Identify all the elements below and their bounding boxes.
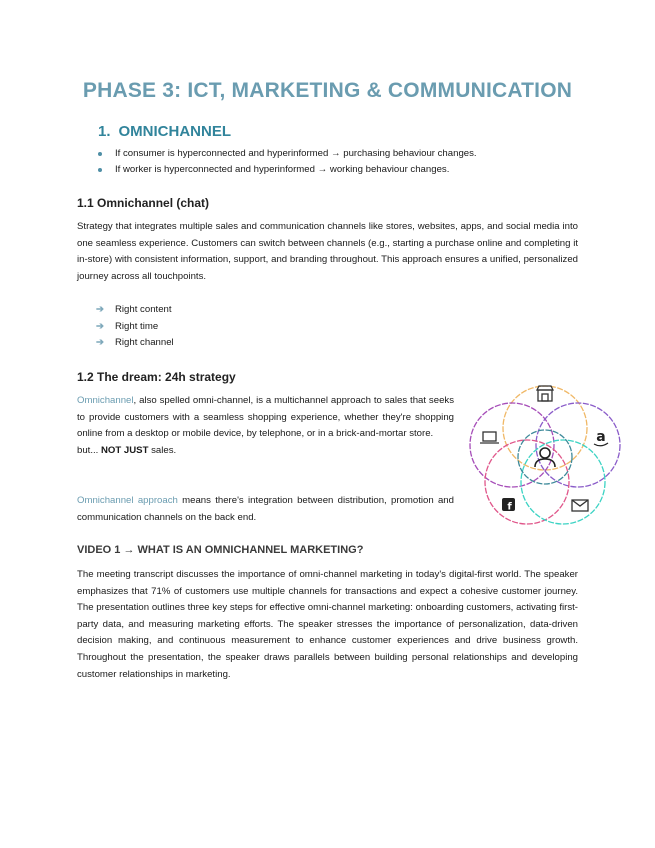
- list-item: ➔ Right time: [96, 319, 174, 336]
- arrow-right-icon: ➔: [96, 304, 105, 315]
- bullet-icon: [98, 152, 102, 156]
- arrow-right-icon: ➔: [96, 337, 105, 349]
- bullet-list: [98, 146, 477, 178]
- highlight-term: Omnichannel approach: [77, 495, 178, 506]
- svg-text:f: f: [507, 501, 512, 513]
- list-item: ➔ Right content: [96, 302, 174, 319]
- page-title: PHASE 3: ICT, MARKETING & COMMUNICATION: [82, 79, 573, 102]
- paragraph-video-summary: The meeting transcript discusses the importance of omni-channel marketing in today's digital-first world. The speaker emphasizes that 71% of customers use multiple channels for transactions and expect a cohesive customer journey. The presentation outlines three key steps for effective omni-channel marketing: onboarding customers, activating first-party data, and measuring marketing efforts. The speaker stresses the importance of personalization, data-driven decision making, and continuous measurement to enhance customer experiences and drive business growth. Throughout the presentation, the speaker draws parallels between building personal relationships and developing customer relationships in marketing.: [77, 569, 578, 680]
- list-item: If consumer is hyperconnected and hyperinformed → purchasing behaviour changes.: [98, 146, 477, 162]
- list-item: ➔ Right channel: [96, 335, 174, 352]
- video-heading: VIDEO 1 → WHAT IS AN OMNICHANNEL MARKETING?: [77, 544, 364, 556]
- highlight-term: Omnichannel: [77, 395, 134, 406]
- paragraph-omnichannel-approach: Omnichannel approach means there's integration between distribution, promotion and communication channels on the back end.: [77, 495, 454, 523]
- subheading-omnichannel-chat: 1.1 Omnichannel (chat): [77, 196, 210, 210]
- section-number: 1.: [98, 123, 111, 140]
- emphasis-text: NOT JUST: [101, 444, 149, 456]
- center-circle: [518, 430, 572, 484]
- store-icon: [537, 386, 553, 401]
- paragraph-omnichannel-definition: Omnichannel, also spelled omni-channel, is a multichannel approach to sales that seeks to provide customers with a seamless shopping experience, whether they're shopping online from a desktop or mobile device, by telephone, or in a brick-and-mortar store. but... NOT JUST sales.: [77, 395, 454, 456]
- section-heading-omnichannel: [98, 123, 231, 140]
- arrow-right-icon: ➔: [96, 320, 105, 332]
- svg-text:a: a: [596, 429, 606, 445]
- paragraph-strategy: Strategy that integrates multiple sales and communication channels like stores, websites, apps, and social media into one seamless experience. Customers can switch between channels (e.g., starting a purchase online and completing it in-store) with consistent information, support, and branding throughout. This approach ensures a unified, personalized journey across all touchpoints.: [77, 221, 578, 282]
- amazon-circle: [536, 403, 620, 487]
- arrow-list: [96, 302, 174, 352]
- list-item: If worker is hyperconnected and hyperinformed → working behaviour changes.: [98, 162, 477, 178]
- mail-icon: [572, 500, 588, 511]
- facebook-icon: [502, 498, 515, 513]
- laptop-icon: [480, 432, 499, 443]
- subheading-dream-strategy: 1.2 The dream: 24h strategy: [77, 370, 236, 384]
- bullet-icon: [98, 168, 102, 172]
- section-heading-text: OMNICHANNEL: [118, 123, 232, 140]
- omnichannel-diagram: [465, 375, 625, 535]
- amazon-icon: [594, 429, 608, 446]
- laptop-circle: [470, 403, 554, 487]
